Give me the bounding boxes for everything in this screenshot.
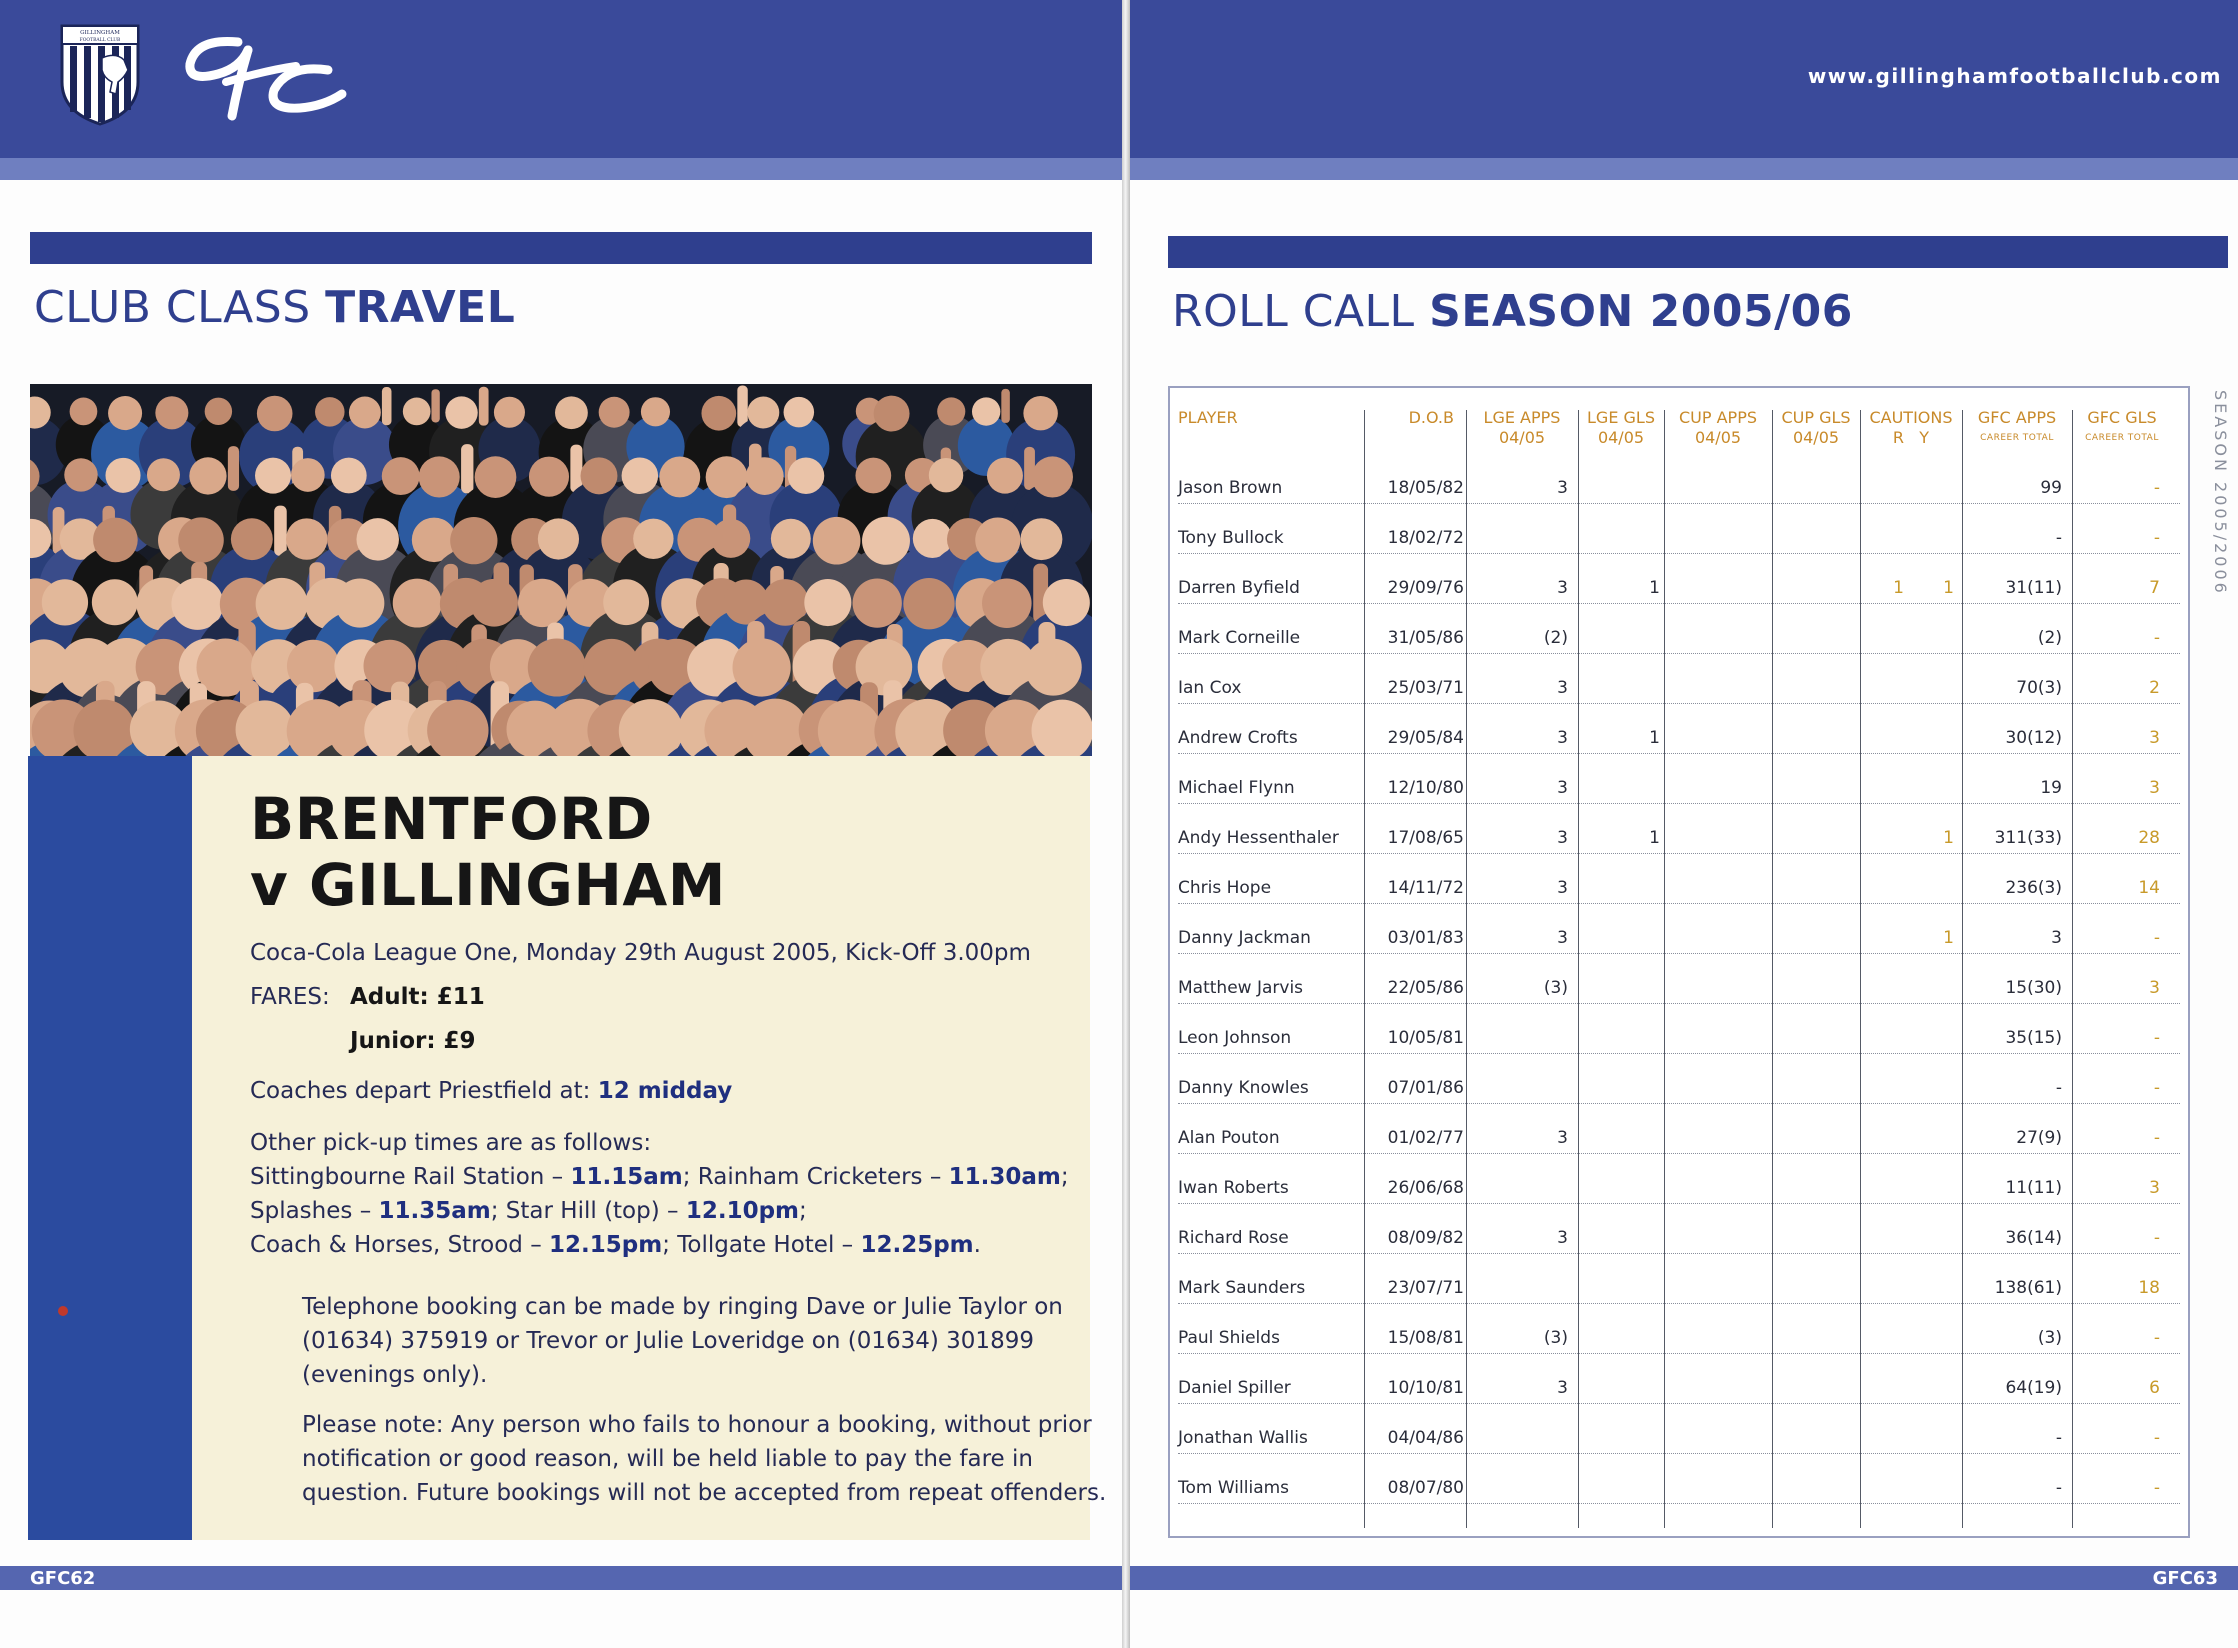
crowd-face <box>1043 579 1090 626</box>
crowd-face <box>445 396 477 428</box>
crowd-face <box>862 517 910 565</box>
cell-name: Iwan Roberts <box>1178 1178 1289 1198</box>
cell-yellow: 1 <box>1943 828 1954 848</box>
crowd-face <box>771 519 811 559</box>
table-row <box>1178 854 2180 904</box>
cell-gfc-apps: - <box>2055 528 2062 548</box>
table-row <box>1178 754 2180 804</box>
header-cautions: CAUTIONS R Y <box>1869 408 1953 447</box>
cell-name: Tony Bullock <box>1178 528 1284 548</box>
cell-dob: 01/02/77 <box>1387 1128 1464 1148</box>
crowd-face <box>475 456 517 498</box>
cell-gfc-apps: 36(14) <box>2005 1228 2062 1248</box>
row-rule <box>1178 1503 2180 1504</box>
crowd-face <box>205 398 232 425</box>
crowd-face <box>622 457 659 494</box>
crowd-face <box>92 579 138 625</box>
crowd-face <box>746 457 784 495</box>
note-line-2: notification or good reason, will be held liable to pay the fare in <box>302 1446 1033 1472</box>
crowd-face <box>975 517 1020 562</box>
cell-name: Ian Cox <box>1178 678 1242 698</box>
cell-gfc-gls: 6 <box>2149 1378 2160 1398</box>
cell-gfc-apps: 31(11) <box>2005 578 2062 598</box>
note-line-1: Please note: Any person who fails to honour a booking, without prior <box>302 1412 1092 1438</box>
crowd-face <box>987 458 1023 494</box>
cell-gfc-gls: - <box>2153 1228 2160 1248</box>
cell-gfc-gls: 3 <box>2149 978 2160 998</box>
cell-name: Jason Brown <box>1178 478 1283 498</box>
raised-hand <box>479 387 489 426</box>
cell-name: Mark Corneille <box>1178 628 1301 648</box>
cell-gfc-gls: - <box>2153 1078 2160 1098</box>
crowd-face <box>178 517 224 563</box>
pickup-line-2: Splashes – 11.35am; Star Hill (top) – 12.10pm; <box>250 1198 807 1224</box>
crowd-face <box>518 579 566 627</box>
cell-lge-apps: 3 <box>1557 778 1568 798</box>
cell-lge-apps: 3 <box>1557 1228 1568 1248</box>
crowd-face <box>155 396 188 429</box>
crowd-face <box>189 457 226 494</box>
cell-dob: 31/05/86 <box>1387 628 1464 648</box>
cell-dob: 08/07/80 <box>1387 1478 1464 1498</box>
raised-hand <box>382 387 392 425</box>
cell-name: Danny Knowles <box>1178 1078 1309 1098</box>
raised-hand <box>274 506 287 556</box>
cell-dob: 14/11/72 <box>1387 878 1464 898</box>
crowd-face <box>659 456 700 497</box>
crowd-face <box>255 458 291 494</box>
cell-lge-apps: 3 <box>1557 678 1568 698</box>
cell-gfc-apps: - <box>2055 1428 2062 1448</box>
crowd-face <box>349 397 381 429</box>
cell-name: Paul Shields <box>1178 1328 1280 1348</box>
crowd-face <box>711 519 750 558</box>
crowd-face <box>804 579 851 626</box>
raised-hand <box>228 446 239 491</box>
section-title <box>34 282 515 333</box>
page-number: GFC63 <box>2152 1568 2218 1589</box>
page-footer <box>1130 1566 2238 1590</box>
section-bar <box>30 232 1092 264</box>
header-cup-apps: CUP APPS 04/05 <box>1678 408 1757 447</box>
cell-gfc-apps: 19 <box>2040 778 2062 798</box>
right-page <box>1130 0 2238 1648</box>
header-gfc-apps: GFC APPS CAREER TOTAL <box>1977 408 2057 443</box>
cell-gfc-apps: - <box>2055 1478 2062 1498</box>
page-footer <box>0 1566 1122 1590</box>
cell-gfc-apps: 70(3) <box>2016 678 2062 698</box>
crowd-face <box>356 518 399 561</box>
crowd-face <box>105 458 140 493</box>
cell-name: Danny Jackman <box>1178 928 1311 948</box>
crowd-face <box>1025 639 1082 696</box>
crowd-face <box>393 579 442 628</box>
crowd-face <box>641 397 670 426</box>
crowd-face <box>364 640 416 692</box>
crowd-face <box>42 579 88 625</box>
crowd-face <box>937 397 965 425</box>
crowd-face <box>733 638 791 696</box>
cell-dob: 15/08/81 <box>1387 1328 1464 1348</box>
cell-dob: 08/09/82 <box>1387 1228 1464 1248</box>
pickup-line-1: Sittingbourne Rail Station – 11.15am; Rainham Cricketers – 11.30am; <box>250 1164 1069 1190</box>
gfc-logo-icon <box>178 24 350 128</box>
cell-name: Daniel Spiller <box>1178 1378 1291 1398</box>
cell-lge-apps: 3 <box>1557 1378 1568 1398</box>
cell-lge-apps: 3 <box>1557 478 1568 498</box>
cell-gfc-apps: - <box>2055 1078 2062 1098</box>
cell-lge-gls: 1 <box>1649 578 1660 598</box>
crowd-face <box>470 579 518 627</box>
travel-card <box>28 756 1107 1540</box>
cell-lge-gls: 1 <box>1649 828 1660 848</box>
table-row <box>1178 454 2180 504</box>
section-bar <box>1168 236 2228 268</box>
cell-dob: 17/08/65 <box>1387 828 1464 848</box>
crowd-face <box>335 579 384 628</box>
crowd-face <box>1020 518 1062 560</box>
table-row <box>1178 954 2180 1004</box>
cell-dob: 23/07/71 <box>1387 1278 1464 1298</box>
crowd-face <box>147 458 180 491</box>
booking-line-2: (01634) 375919 or Trevor or Julie Loveridge on (01634) 301899 <box>302 1328 1034 1354</box>
crowd-face <box>701 396 736 431</box>
table-row <box>1178 1204 2180 1254</box>
cell-gfc-gls: 18 <box>2138 1278 2160 1298</box>
cell-name: Tom Williams <box>1178 1478 1290 1498</box>
website-url: www.gillinghamfootballclub.com <box>1807 64 2222 88</box>
table-row <box>1178 1054 2180 1104</box>
crowd-face <box>494 397 525 428</box>
section-title-light: ROLL CALL <box>1172 286 1415 337</box>
section-title <box>1172 286 1853 337</box>
table-row <box>1178 504 2180 554</box>
cell-gfc-apps: (3) <box>2037 1328 2062 1348</box>
crowd-face <box>1032 456 1073 497</box>
crowd-face <box>291 458 325 492</box>
cell-dob: 04/04/86 <box>1387 1428 1464 1448</box>
crowd-face <box>450 517 497 564</box>
fare-adult: Adult: £11 <box>350 984 485 1010</box>
crowd-face <box>93 518 138 563</box>
crowd-face <box>529 457 569 497</box>
cell-lge-apps: (2) <box>1543 628 1568 648</box>
table-row <box>1178 1004 2180 1054</box>
cell-red: 1 <box>1893 578 1904 598</box>
table-row <box>1178 554 2180 604</box>
crowd-face <box>784 397 815 428</box>
crowd-face <box>853 579 902 628</box>
book-gutter <box>1122 0 1130 1648</box>
cell-name: Darren Byfield <box>1178 578 1300 598</box>
section-title-bold: TRAVEL <box>325 282 516 333</box>
crowd-face <box>813 517 861 565</box>
crowd-face <box>903 578 954 629</box>
booking-line-1: Telephone booking can be made by ringing Dave or Julie Taylor on <box>302 1294 1063 1320</box>
cell-dob: 10/10/81 <box>1387 1378 1464 1398</box>
crowd-face <box>315 397 345 427</box>
top-banner <box>0 0 1122 158</box>
header-gfc-gls: GFC GLS CAREER TOTAL <box>2085 408 2159 443</box>
table-row <box>1178 1454 2180 1504</box>
header-cup-gls: CUP GLS 04/05 <box>1781 408 1851 447</box>
cell-gfc-gls: 2 <box>2149 678 2160 698</box>
fares-label: FARES: <box>250 984 330 1010</box>
crowd-face <box>70 398 98 426</box>
cell-gfc-apps: 311(33) <box>1994 828 2062 848</box>
pickup-line-3: Coach & Horses, Strood – 12.15pm; Tollgate Hotel – 12.25pm. <box>250 1232 981 1258</box>
club-crest-icon <box>58 22 142 128</box>
cell-gfc-apps: 236(3) <box>2005 878 2062 898</box>
raised-hand <box>570 445 582 493</box>
svg-text:GILLINGHAM: GILLINGHAM <box>80 30 120 36</box>
cell-gfc-gls: - <box>2153 1428 2160 1448</box>
crowd-face <box>747 397 779 429</box>
cell-name: Michael Flynn <box>1178 778 1295 798</box>
cell-gfc-gls: - <box>2153 1028 2160 1048</box>
banner-stripe <box>1130 158 2238 180</box>
cell-dob: 10/05/81 <box>1387 1028 1464 1048</box>
crowd-face <box>286 518 327 559</box>
fare-junior: Junior: £9 <box>350 1028 476 1054</box>
crowd-face <box>538 518 579 559</box>
cell-gfc-gls: - <box>2153 628 2160 648</box>
cell-name: Alan Pouton <box>1178 1128 1280 1148</box>
cell-gfc-apps: 27(9) <box>2016 1128 2062 1148</box>
cell-dob: 26/06/68 <box>1387 1178 1464 1198</box>
cell-dob: 03/01/83 <box>1387 928 1464 948</box>
cell-gfc-apps: 64(19) <box>2005 1378 2062 1398</box>
match-title-line2: v GILLINGHAM <box>250 851 726 919</box>
table-row <box>1178 1404 2180 1454</box>
cell-lge-apps: (3) <box>1543 978 1568 998</box>
crowd-face <box>64 458 97 491</box>
crowd-face <box>403 398 431 426</box>
booking-line-3: (evenings only). <box>302 1362 488 1388</box>
note-line-3: question. Future bookings will not be accepted from repeat offenders. <box>302 1480 1107 1506</box>
card-side-strip <box>28 756 192 1540</box>
cell-name: Matthew Jarvis <box>1178 978 1304 998</box>
crowd-face <box>555 396 588 429</box>
crowd-face <box>382 457 420 495</box>
table-row <box>1178 904 2180 954</box>
cell-gfc-gls: 3 <box>2149 728 2160 748</box>
crowd-face <box>331 458 367 494</box>
cell-gfc-gls: - <box>2153 1478 2160 1498</box>
cell-yellow: 1 <box>1943 928 1954 948</box>
cell-gfc-gls: 14 <box>2138 878 2160 898</box>
raised-hand <box>737 385 747 427</box>
crowd-face <box>599 397 630 428</box>
crowd-photo <box>30 384 1092 756</box>
crowd-face <box>972 397 1000 425</box>
coaches-text: Coaches depart Priestfield at: <box>250 1078 591 1104</box>
cell-gfc-gls: - <box>2153 528 2160 548</box>
crowd-face <box>108 396 142 430</box>
fixture-text: Coca-Cola League One, Monday 29th August 2005, Kick-Off 3.00pm <box>250 940 1031 966</box>
cell-gfc-gls: - <box>2153 478 2160 498</box>
cell-gfc-gls: 7 <box>2149 578 2160 598</box>
bullet-icon <box>58 1306 68 1316</box>
coaches-depart <box>250 1078 732 1104</box>
page-number: GFC62 <box>30 1568 96 1589</box>
cell-gfc-apps: 11(11) <box>2005 1178 2062 1198</box>
section-title-light: CLUB CLASS <box>34 282 311 333</box>
svg-text:FOOTBALL CLUB: FOOTBALL CLUB <box>79 38 121 43</box>
crowd-face <box>982 578 1032 628</box>
crowd-face <box>874 396 910 432</box>
header-lge-gls: LGE GLS 04/05 <box>1587 408 1655 447</box>
cell-gfc-apps: (2) <box>2037 628 2062 648</box>
cell-dob: 18/02/72 <box>1387 528 1464 548</box>
cell-lge-apps: 3 <box>1557 878 1568 898</box>
crowd-face <box>1023 396 1057 430</box>
cell-lge-apps: (3) <box>1543 1328 1568 1348</box>
header-player: PLAYER <box>1178 408 1238 427</box>
crowd-face <box>580 457 617 494</box>
crowd-face <box>855 458 891 494</box>
cell-gfc-gls: - <box>2153 1328 2160 1348</box>
raised-hand <box>1001 389 1010 423</box>
cell-name: Jonathan Wallis <box>1178 1428 1308 1448</box>
banner-stripe <box>0 158 1122 180</box>
cell-dob: 29/05/84 <box>1387 728 1464 748</box>
table-row <box>1178 804 2180 854</box>
match-title-line1: BRENTFORD <box>250 785 653 853</box>
table-row <box>1178 654 2180 704</box>
season-side-label: SEASON 2005/2006 <box>2211 390 2230 596</box>
crowd-face <box>929 458 963 492</box>
raised-hand <box>431 389 439 422</box>
cell-gfc-apps: 138(61) <box>1994 1278 2062 1298</box>
cell-name: Leon Johnson <box>1178 1028 1292 1048</box>
cell-dob: 29/09/76 <box>1387 578 1464 598</box>
crowd-face <box>231 518 273 560</box>
table-row <box>1178 604 2180 654</box>
cell-gfc-apps: 30(12) <box>2005 728 2062 748</box>
crowd-face <box>788 457 825 494</box>
cell-lge-apps: 3 <box>1557 1128 1568 1148</box>
cell-dob: 22/05/86 <box>1387 978 1464 998</box>
cell-name: Chris Hope <box>1178 878 1272 898</box>
cell-dob: 12/10/80 <box>1387 778 1464 798</box>
section-title-bold: SEASON 2005/06 <box>1429 286 1853 337</box>
cell-dob: 07/01/86 <box>1387 1078 1464 1098</box>
crowd-face <box>603 579 649 625</box>
cell-name: Mark Saunders <box>1178 1278 1306 1298</box>
cell-gfc-apps: 35(15) <box>2005 1028 2062 1048</box>
roll-call-table <box>1168 386 2190 1538</box>
crowd-face <box>257 396 293 432</box>
cell-lge-apps: 3 <box>1557 928 1568 948</box>
cell-dob: 18/05/82 <box>1387 478 1464 498</box>
cell-gfc-apps: 15(30) <box>2005 978 2062 998</box>
cell-gfc-gls: 28 <box>2138 828 2160 848</box>
cell-gfc-gls: 3 <box>2149 778 2160 798</box>
crowd-face <box>419 456 460 497</box>
table-row <box>1178 1154 2180 1204</box>
cell-gfc-gls: 3 <box>2149 1178 2160 1198</box>
card-body <box>192 756 1107 1540</box>
header-lge-apps: LGE APPS 04/05 <box>1483 408 1561 447</box>
cell-lge-gls: 1 <box>1649 728 1660 748</box>
cell-lge-apps: 3 <box>1557 828 1568 848</box>
cell-name: Richard Rose <box>1178 1228 1289 1248</box>
coaches-time: 12 midday <box>597 1078 733 1104</box>
match-title <box>250 786 726 918</box>
cell-dob: 25/03/71 <box>1387 678 1464 698</box>
raised-hand <box>461 444 473 493</box>
pickup-intro: Other pick-up times are as follows: <box>250 1130 652 1156</box>
cell-gfc-gls: - <box>2153 1128 2160 1148</box>
cell-name: Andrew Crofts <box>1178 728 1298 748</box>
table-row <box>1178 704 2180 754</box>
cell-lge-apps: 3 <box>1557 578 1568 598</box>
crowd-face <box>633 519 673 559</box>
cell-gfc-gls: - <box>2153 928 2160 948</box>
cell-lge-apps: 3 <box>1557 728 1568 748</box>
cell-gfc-apps: 3 <box>2051 928 2062 948</box>
cell-gfc-apps: 99 <box>2040 478 2062 498</box>
cell-yellow: 1 <box>1943 578 1954 598</box>
table-row <box>1178 1254 2180 1304</box>
table-row <box>1178 1354 2180 1404</box>
table-row <box>1178 1104 2180 1154</box>
header-dob: D.O.B <box>1408 408 1454 427</box>
table-row <box>1178 1304 2180 1354</box>
cell-name: Andy Hessenthaler <box>1178 828 1339 848</box>
